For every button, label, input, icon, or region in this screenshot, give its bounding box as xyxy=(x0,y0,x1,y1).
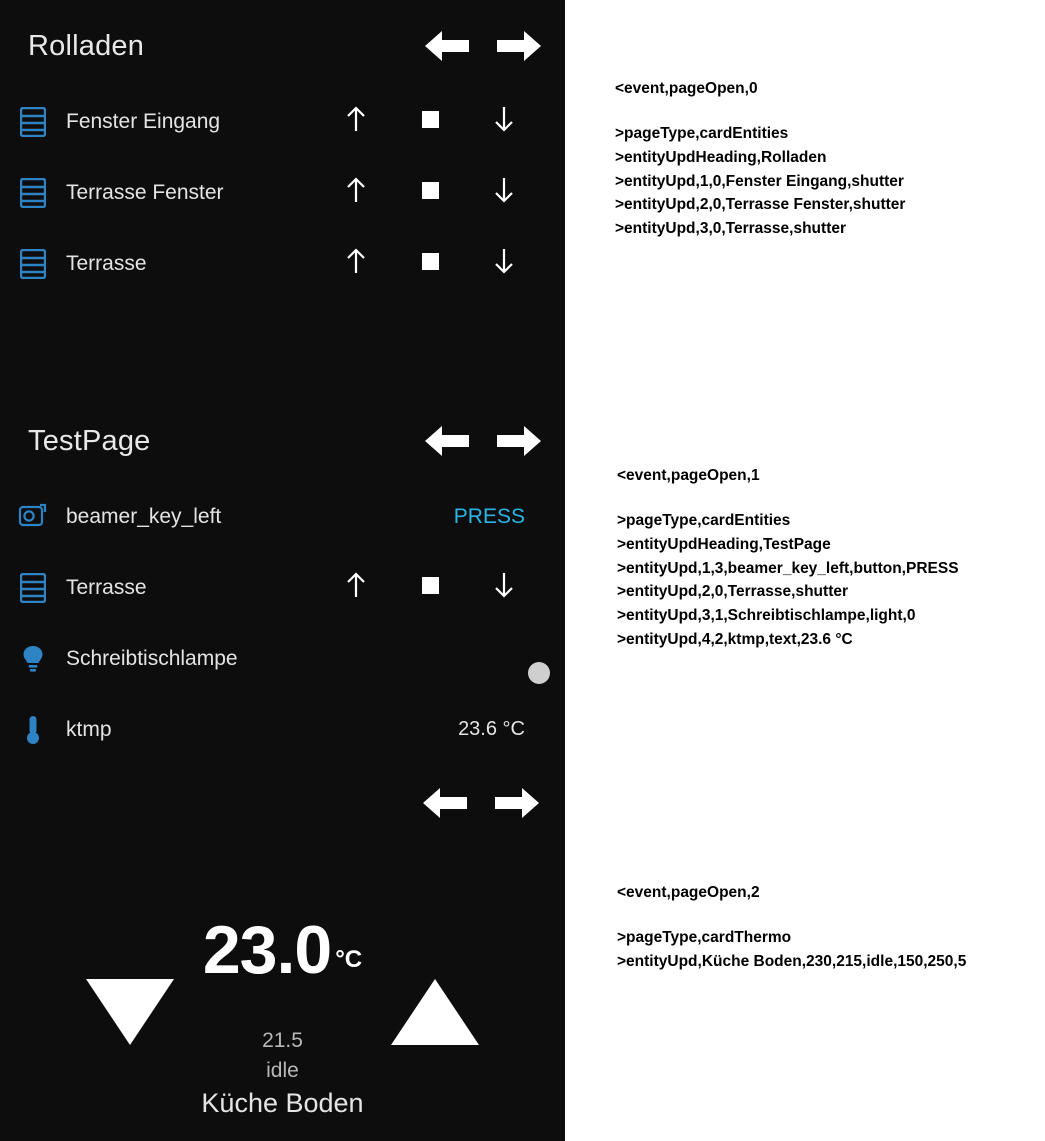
entity-label: Terrasse xyxy=(66,575,147,599)
next-page-icon[interactable] xyxy=(497,28,541,64)
entity-rows xyxy=(0,481,565,765)
temp-unit: °C xyxy=(335,945,363,973)
shutter-stop-icon[interactable] xyxy=(409,182,451,204)
list-item[interactable] xyxy=(0,86,565,157)
shutter-controls xyxy=(335,105,565,138)
bulb-icon xyxy=(0,644,66,674)
log-line: >entityUpd,Küche Boden,230,215,idle,150,250,5 xyxy=(617,952,967,970)
page-title: Rolladen xyxy=(28,30,145,62)
log-line: >entityUpd,3,1,Schreibtischlampe,light,0 xyxy=(617,607,916,625)
target-temp-value: 21.5 xyxy=(262,1029,303,1052)
shutter-stop-icon[interactable] xyxy=(409,253,451,275)
shutter-stop-icon[interactable] xyxy=(409,111,451,133)
log-block xyxy=(617,884,966,974)
shutter-icon xyxy=(0,178,66,208)
shutter-icon xyxy=(0,107,66,137)
prev-page-icon[interactable] xyxy=(423,785,467,821)
shutter-up-icon[interactable] xyxy=(335,571,377,604)
thermo-entity-name: Küche Boden xyxy=(201,1088,364,1118)
shutter-up-icon[interactable] xyxy=(335,105,377,138)
shutter-up-icon[interactable] xyxy=(335,176,377,209)
entity-label: beamer_key_left xyxy=(66,504,222,528)
thermo-current-temp xyxy=(0,911,565,989)
entity-label: ktmp xyxy=(66,717,112,741)
card-entities-rolladen xyxy=(0,0,565,395)
entity-label: Terrasse Fenster xyxy=(66,180,224,204)
shutter-controls xyxy=(335,247,565,280)
log-header: <event,pageOpen,2 xyxy=(617,884,760,901)
log-line: >pageType,cardThermo xyxy=(617,929,792,946)
log-line: >entityUpd,1,0,Fenster Eingang,shutter xyxy=(615,172,904,190)
log-line: >entityUpd,2,0,Terrasse Fenster,shutter xyxy=(615,196,906,214)
current-temp-value: 23.0 xyxy=(202,912,332,988)
log-block xyxy=(615,80,905,241)
list-item[interactable] xyxy=(0,552,565,623)
next-page-icon[interactable] xyxy=(495,785,539,821)
thermo-state: idle xyxy=(266,1059,299,1082)
nav-arrows xyxy=(425,28,541,64)
shutter-down-icon[interactable] xyxy=(483,247,525,280)
card-header xyxy=(0,0,565,86)
card-thermo xyxy=(0,775,565,1141)
list-item[interactable] xyxy=(0,481,565,552)
log-line: >entityUpdHeading,TestPage xyxy=(617,535,831,553)
list-item[interactable] xyxy=(0,623,565,694)
prev-page-icon[interactable] xyxy=(425,28,469,64)
entity-rows xyxy=(0,86,565,299)
shutter-icon xyxy=(0,249,66,279)
press-button[interactable]: PRESS xyxy=(453,504,525,528)
serial-log-panel xyxy=(565,0,1045,1141)
list-item[interactable] xyxy=(0,228,565,299)
list-item[interactable] xyxy=(0,157,565,228)
shutter-controls xyxy=(335,571,565,604)
log-line: >pageType,cardEntities xyxy=(617,512,791,529)
shutter-up-icon[interactable] xyxy=(335,247,377,280)
card-header xyxy=(0,775,565,861)
card-entities-testpage xyxy=(0,395,565,775)
log-line: >entityUpd,2,0,Terrasse,shutter xyxy=(617,583,849,601)
log-header: <event,pageOpen,0 xyxy=(615,80,758,97)
log-line: >entityUpd,4,2,ktmp,text,23.6 °C xyxy=(617,630,853,648)
thermo-target-block xyxy=(0,1026,565,1086)
shutter-down-icon[interactable] xyxy=(483,571,525,604)
card-header xyxy=(0,395,565,481)
nav-arrows xyxy=(425,423,541,459)
log-block xyxy=(617,467,959,652)
list-item xyxy=(0,694,565,765)
prev-page-icon[interactable] xyxy=(425,423,469,459)
thermometer-icon xyxy=(0,714,66,746)
log-line: >entityUpdHeading,Rolladen xyxy=(615,148,827,166)
toggle-knob xyxy=(528,662,550,684)
shutter-down-icon[interactable] xyxy=(483,105,525,138)
entity-value: 23.6 °C xyxy=(458,718,525,740)
next-page-icon[interactable] xyxy=(497,423,541,459)
log-line: >entityUpd,3,0,Terrasse,shutter xyxy=(615,220,847,238)
shutter-controls xyxy=(335,176,565,209)
nav-arrows xyxy=(423,785,539,821)
shutter-stop-icon[interactable] xyxy=(409,577,451,599)
shutter-icon xyxy=(0,573,66,603)
log-line: >entityUpd,1,3,beamer_key_left,button,PRESS xyxy=(617,559,959,577)
page-title: TestPage xyxy=(28,425,151,457)
entity-label: Terrasse xyxy=(66,251,147,275)
entity-label: Schreibtischlampe xyxy=(66,646,238,670)
shutter-down-icon[interactable] xyxy=(483,176,525,209)
log-line: >pageType,cardEntities xyxy=(615,125,789,142)
projector-icon xyxy=(0,503,66,531)
entity-label: Fenster Eingang xyxy=(66,109,221,133)
log-header: <event,pageOpen,1 xyxy=(617,467,760,484)
